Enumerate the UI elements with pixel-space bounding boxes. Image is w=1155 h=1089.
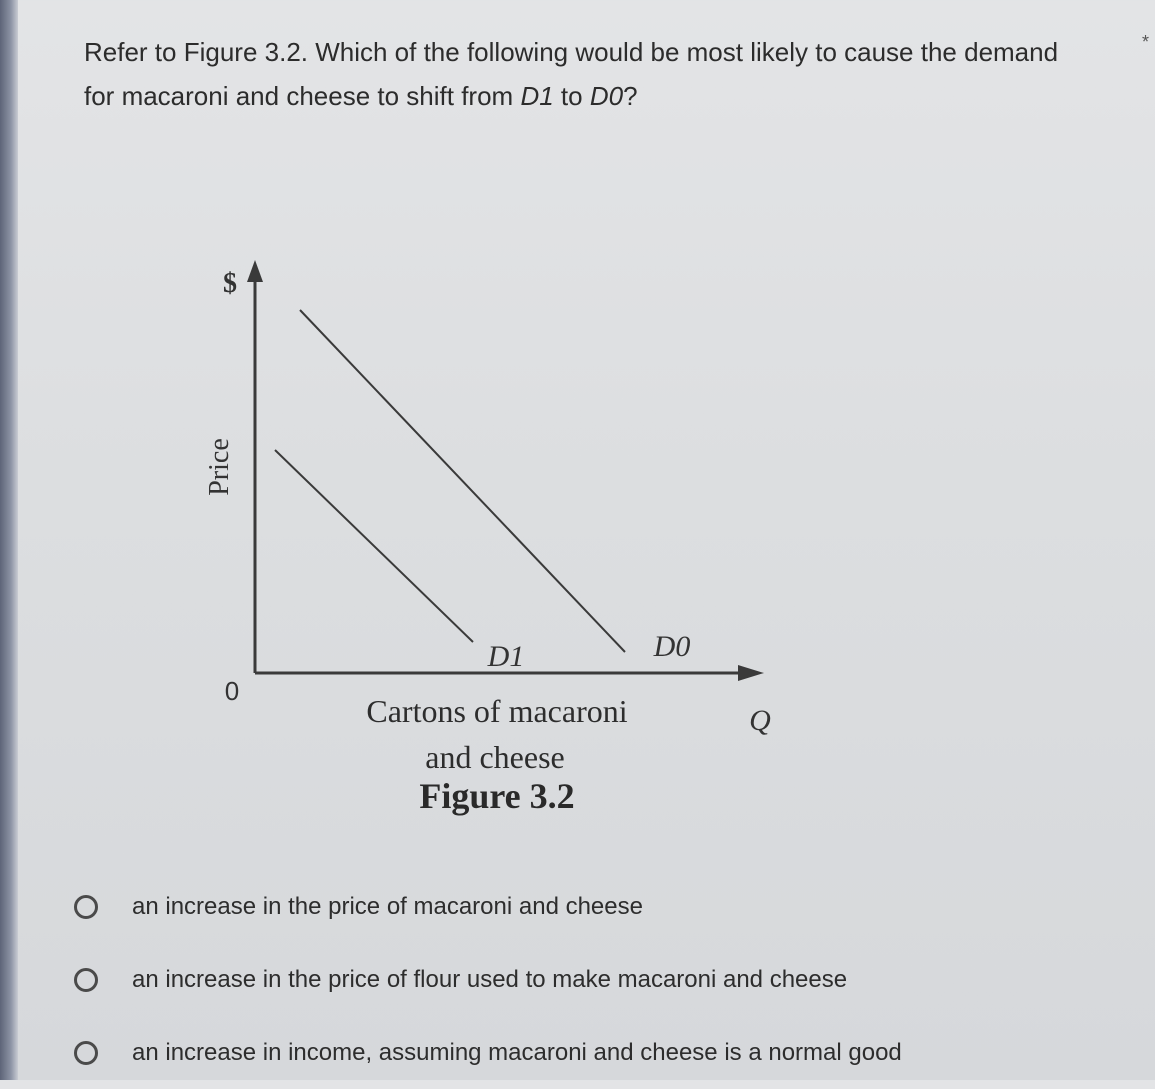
figure-caption: Figure 3.2 bbox=[419, 776, 575, 816]
question-d0: D0 bbox=[589, 81, 624, 111]
question-part1: Refer to Figure 3.2. Which of the following would be most likely to cause the demand for macaroni and cheese to shift from bbox=[84, 37, 1059, 111]
radio-button[interactable] bbox=[74, 1041, 98, 1065]
answer-options bbox=[74, 870, 1134, 1089]
answer-option[interactable] bbox=[74, 1016, 1134, 1089]
question-text bbox=[84, 30, 1094, 118]
demand-curve-d0 bbox=[300, 310, 625, 652]
answer-option[interactable] bbox=[74, 870, 1134, 943]
question-part2: to bbox=[553, 81, 590, 111]
radio-button[interactable] bbox=[74, 895, 98, 919]
y-axis-label: Price bbox=[204, 438, 235, 496]
answer-option-label: an increase in the price of macaroni and cheese bbox=[132, 892, 643, 920]
question-part3: ? bbox=[623, 81, 638, 111]
demand-curve-d1 bbox=[275, 450, 473, 642]
origin-label: 0 bbox=[224, 676, 240, 706]
curve-d1-label: D1 bbox=[487, 640, 525, 673]
y-axis-arrow bbox=[247, 260, 263, 282]
answer-option-label: an increase in the price of flour used to make macaroni and cheese bbox=[132, 965, 848, 993]
x-axis-symbol: Q bbox=[749, 704, 771, 737]
x-axis-arrow bbox=[738, 665, 764, 681]
required-asterisk: * bbox=[1141, 32, 1149, 52]
answer-option[interactable] bbox=[74, 943, 1134, 1016]
screen-edge bbox=[0, 0, 18, 1080]
x-axis-label-line2: and cheese bbox=[425, 739, 565, 775]
demand-diagram bbox=[150, 230, 850, 830]
demand-figure bbox=[150, 230, 850, 830]
curve-d0-label: D0 bbox=[653, 630, 691, 663]
y-axis-symbol: $ bbox=[223, 268, 237, 299]
x-axis-label-line1: Cartons of macaroni bbox=[366, 693, 628, 729]
radio-button[interactable] bbox=[74, 968, 98, 992]
question-d1: D1 bbox=[520, 81, 554, 111]
answer-option-label: an increase in income, assuming macaroni and cheese is a normal good bbox=[132, 1038, 902, 1066]
